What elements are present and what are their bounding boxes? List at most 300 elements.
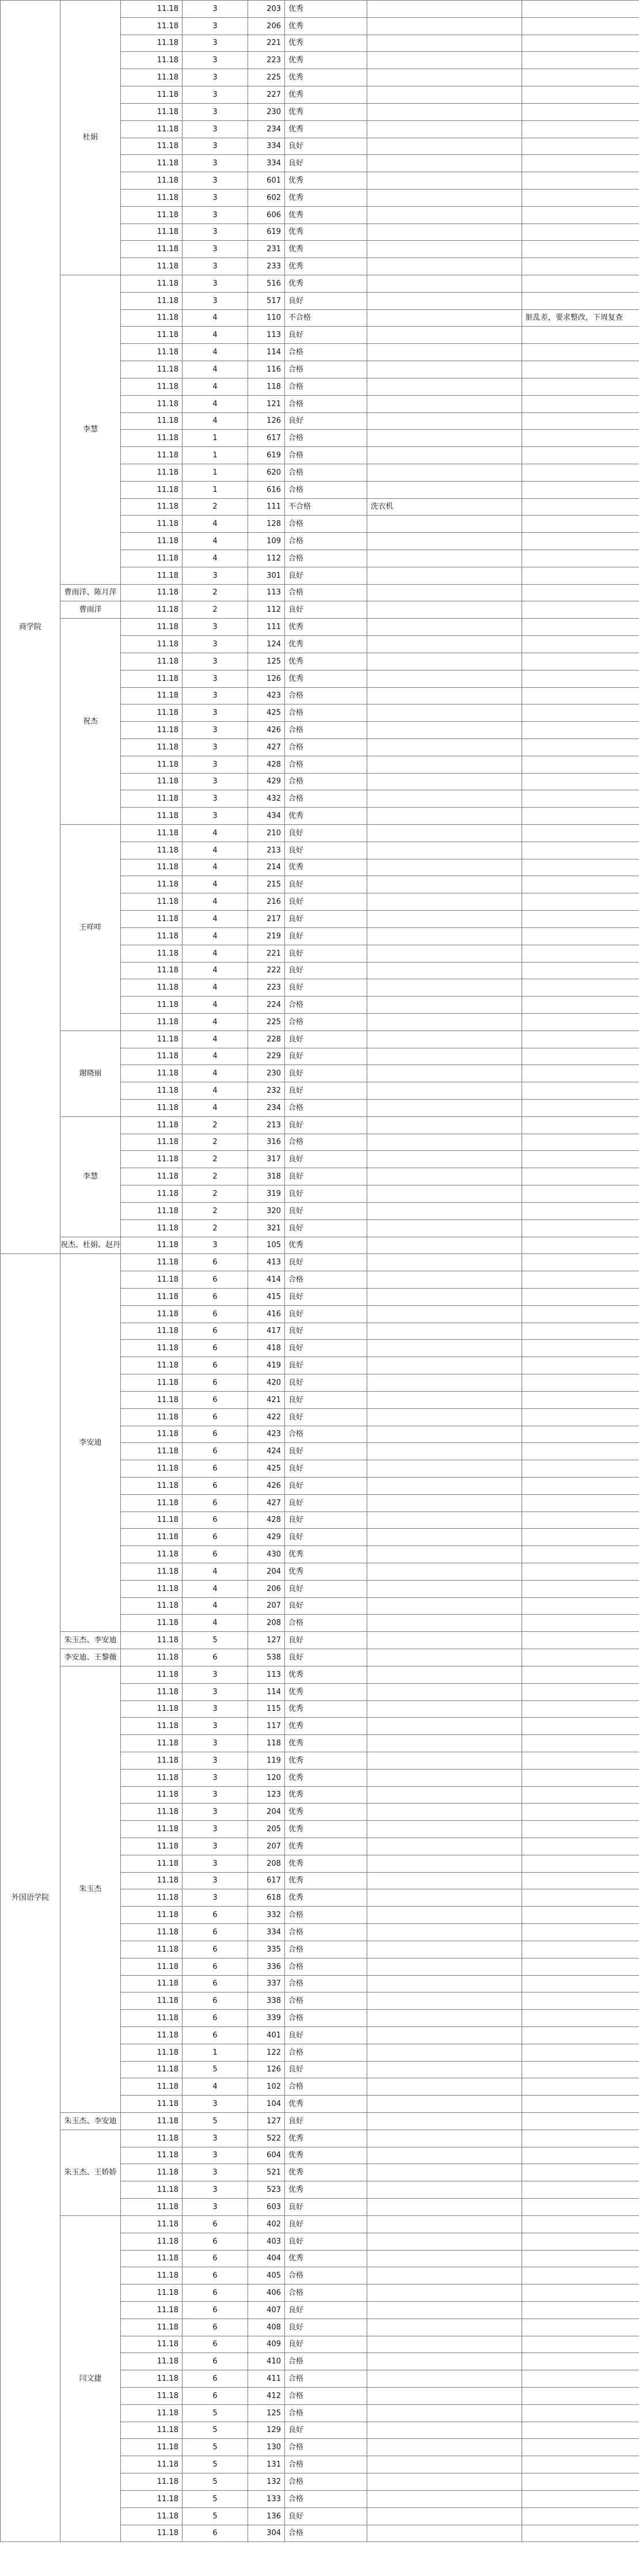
grade-cell: 合格 [284, 2267, 367, 2285]
date-cell: 11.18 [120, 120, 182, 138]
room-cell: 428 [248, 1511, 285, 1529]
grade-cell: 不合格 [284, 498, 367, 516]
date-cell: 11.18 [120, 979, 182, 997]
room-cell: 334 [248, 154, 285, 172]
grade-cell: 良好 [284, 1408, 367, 1426]
date-cell: 11.18 [120, 1528, 182, 1546]
remark-cell [522, 1048, 639, 1065]
room-cell: 425 [248, 704, 285, 722]
building-cell: 3 [182, 120, 248, 138]
room-cell: 104 [248, 2095, 285, 2113]
note-cell [367, 1116, 522, 1134]
remark-cell [522, 2061, 639, 2078]
grade-cell: 合格 [284, 2078, 367, 2096]
room-cell: 304 [248, 2525, 285, 2542]
grade-cell: 优秀 [284, 103, 367, 121]
room-cell: 420 [248, 1374, 285, 1392]
room-cell: 415 [248, 1288, 285, 1306]
grade-cell: 良好 [284, 1511, 367, 1529]
note-cell [367, 86, 522, 104]
building-cell: 3 [182, 2198, 248, 2216]
note-cell [367, 2215, 522, 2233]
building-cell: 3 [182, 738, 248, 756]
date-cell: 11.18 [120, 1185, 182, 1203]
date-cell: 11.18 [120, 1116, 182, 1134]
room-cell: 228 [248, 1031, 285, 1048]
remark-cell [522, 2284, 639, 2302]
grade-cell: 优秀 [284, 618, 367, 636]
room-cell: 410 [248, 2353, 285, 2370]
grade-cell: 良好 [284, 2233, 367, 2251]
note-cell [367, 945, 522, 963]
grade-cell: 良好 [284, 1528, 367, 1546]
grade-cell: 合格 [284, 515, 367, 533]
building-cell: 5 [182, 2112, 248, 2130]
note-cell [367, 2061, 522, 2078]
grade-cell: 良好 [284, 1150, 367, 1168]
inspector-cell: 朱玉杰、李安迪 [60, 1631, 121, 1649]
date-cell: 11.18 [120, 103, 182, 121]
note-cell [367, 1305, 522, 1323]
remark-cell [522, 1305, 639, 1323]
grade-cell: 良好 [284, 824, 367, 842]
inspector-cell: 朱玉杰 [60, 1666, 121, 2113]
remark-cell [522, 1975, 639, 1992]
inspector-cell: 朱玉杰、李安迪 [60, 2112, 121, 2130]
note-cell [367, 790, 522, 808]
college-cell: 商学院 [0, 0, 60, 1254]
remark-cell [522, 1992, 639, 2010]
date-cell: 11.18 [120, 446, 182, 464]
room-cell: 123 [248, 1786, 285, 1804]
grade-cell: 合格 [284, 378, 367, 396]
remark-cell [522, 2422, 639, 2439]
note-cell [367, 962, 522, 979]
inspector-cell: 李慧 [60, 1116, 121, 1237]
grade-cell: 良好 [284, 1168, 367, 1185]
remark-cell [522, 1150, 639, 1168]
note-cell [367, 1597, 522, 1615]
room-cell: 125 [248, 653, 285, 670]
remark-cell [522, 910, 639, 928]
room-cell: 430 [248, 1545, 285, 1563]
grade-cell: 优秀 [284, 257, 367, 275]
building-cell: 6 [182, 1305, 248, 1323]
remark-cell [522, 206, 639, 224]
date-cell: 11.18 [120, 704, 182, 722]
building-cell: 6 [182, 2370, 248, 2388]
grade-cell: 良好 [284, 1288, 367, 1306]
grade-cell: 优秀 [284, 172, 367, 190]
room-cell: 423 [248, 1426, 285, 1443]
note-cell [367, 1975, 522, 1992]
building-cell: 4 [182, 876, 248, 893]
building-cell: 4 [182, 945, 248, 963]
remark-cell [522, 550, 639, 567]
building-cell: 3 [182, 721, 248, 739]
grade-cell: 合格 [284, 1271, 367, 1289]
room-cell: 223 [248, 51, 285, 69]
note-cell [367, 481, 522, 499]
date-cell: 11.18 [120, 2181, 182, 2199]
grade-cell: 合格 [284, 721, 367, 739]
date-cell: 11.18 [120, 927, 182, 945]
note-cell [367, 807, 522, 825]
remark-cell [522, 653, 639, 670]
building-cell: 3 [182, 1786, 248, 1804]
remark-cell [522, 1545, 639, 1563]
remark-cell [522, 670, 639, 688]
building-cell: 4 [182, 343, 248, 361]
note-cell [367, 2198, 522, 2216]
date-cell: 11.18 [120, 326, 182, 344]
grade-cell: 合格 [284, 1013, 367, 1031]
inspector-cell: 谢晓丽 [60, 1031, 121, 1117]
grade-cell: 良好 [284, 1494, 367, 1512]
building-cell: 3 [182, 1820, 248, 1838]
date-cell: 11.18 [120, 223, 182, 241]
note-cell [367, 446, 522, 464]
grade-cell: 合格 [284, 429, 367, 447]
grade-cell: 良好 [284, 326, 367, 344]
building-cell: 3 [182, 17, 248, 35]
remark-cell [522, 103, 639, 121]
note-cell [367, 2112, 522, 2130]
date-cell: 11.18 [120, 2353, 182, 2370]
grade-cell: 良好 [284, 412, 367, 430]
note-cell [367, 1734, 522, 1752]
date-cell: 11.18 [120, 1219, 182, 1237]
date-cell: 11.18 [120, 1614, 182, 1632]
building-cell: 4 [182, 1065, 248, 1082]
remark-cell [522, 945, 639, 963]
note-cell [367, 1150, 522, 1168]
room-cell: 225 [248, 1013, 285, 1031]
grade-cell: 优秀 [284, 69, 367, 86]
building-cell: 4 [182, 962, 248, 979]
date-cell: 11.18 [120, 154, 182, 172]
note-cell [367, 51, 522, 69]
note-cell [367, 1683, 522, 1701]
room-cell: 219 [248, 927, 285, 945]
remark-cell [522, 446, 639, 464]
building-cell: 6 [182, 1357, 248, 1374]
date-cell: 11.18 [120, 2026, 182, 2044]
date-cell: 11.18 [120, 1786, 182, 1804]
note-cell [367, 1528, 522, 1546]
grade-cell: 合格 [284, 2353, 367, 2370]
note-cell [367, 1717, 522, 1735]
remark-cell [522, 1820, 639, 1838]
remark-cell [522, 2490, 639, 2508]
note-cell [367, 2353, 522, 2370]
remark-cell [522, 1202, 639, 1220]
remark-cell [522, 1580, 639, 1598]
room-cell: 119 [248, 1752, 285, 1770]
remark-cell [522, 635, 639, 653]
grade-cell: 优秀 [284, 807, 367, 825]
grade-cell: 合格 [284, 1099, 367, 1117]
date-cell: 11.18 [120, 412, 182, 430]
note-cell [367, 2422, 522, 2439]
building-cell: 4 [182, 910, 248, 928]
date-cell: 11.18 [120, 1357, 182, 1374]
date-cell: 11.18 [120, 2319, 182, 2336]
remark-cell [522, 257, 639, 275]
remark-cell [522, 343, 639, 361]
room-cell: 404 [248, 2250, 285, 2267]
date-cell: 11.18 [120, 2112, 182, 2130]
grade-cell: 不合格 [284, 309, 367, 327]
remark-cell [522, 927, 639, 945]
building-cell: 3 [182, 567, 248, 585]
remark-cell [522, 979, 639, 997]
room-cell: 118 [248, 1734, 285, 1752]
room-cell: 427 [248, 738, 285, 756]
room-cell: 620 [248, 464, 285, 482]
building-cell: 4 [182, 996, 248, 1014]
grade-cell: 合格 [284, 2009, 367, 2027]
room-cell: 111 [248, 498, 285, 516]
room-cell: 225 [248, 69, 285, 86]
note-cell [367, 1202, 522, 1220]
note-cell [367, 1906, 522, 1924]
building-cell: 6 [182, 1408, 248, 1426]
date-cell: 11.18 [120, 2078, 182, 2096]
building-cell: 1 [182, 429, 248, 447]
grade-cell: 良好 [284, 1339, 367, 1357]
building-cell: 6 [182, 2301, 248, 2319]
date-cell: 11.18 [120, 498, 182, 516]
grade-cell: 优秀 [284, 120, 367, 138]
grade-cell: 良好 [284, 2061, 367, 2078]
date-cell: 11.18 [120, 2301, 182, 2319]
room-cell: 208 [248, 1614, 285, 1632]
building-cell: 6 [182, 1323, 248, 1340]
date-cell: 11.18 [120, 1305, 182, 1323]
remark-cell [522, 189, 639, 207]
note-cell [367, 2130, 522, 2147]
room-cell: 131 [248, 2456, 285, 2473]
building-cell: 4 [182, 1013, 248, 1031]
remark-cell [522, 1906, 639, 1924]
note-cell [367, 893, 522, 911]
date-cell: 11.18 [120, 670, 182, 688]
room-cell: 413 [248, 1253, 285, 1271]
note-cell [367, 1185, 522, 1203]
date-cell: 11.18 [120, 515, 182, 533]
grade-cell: 优秀 [284, 86, 367, 104]
building-cell: 6 [182, 1958, 248, 1976]
room-cell: 416 [248, 1305, 285, 1323]
remark-cell [522, 1168, 639, 1185]
room-cell: 214 [248, 859, 285, 876]
date-cell: 11.18 [120, 601, 182, 619]
room-cell: 208 [248, 1855, 285, 1873]
date-cell: 11.18 [120, 2095, 182, 2113]
grade-cell: 优秀 [284, 653, 367, 670]
room-cell: 427 [248, 1494, 285, 1512]
grade-cell: 优秀 [284, 1237, 367, 1254]
room-cell: 429 [248, 1528, 285, 1546]
note-cell [367, 2319, 522, 2336]
room-cell: 204 [248, 1563, 285, 1581]
room-cell: 213 [248, 842, 285, 859]
remark-cell [522, 738, 639, 756]
inspector-cell: 闫文捷 [60, 2215, 121, 2542]
inspector-cell: 曹雨洋 [60, 601, 121, 619]
room-cell: 426 [248, 1477, 285, 1495]
remark-cell [522, 361, 639, 378]
note-cell [367, 1253, 522, 1271]
room-cell: 130 [248, 2438, 285, 2456]
room-cell: 423 [248, 687, 285, 704]
room-cell: 318 [248, 1168, 285, 1185]
room-cell: 426 [248, 721, 285, 739]
remark-cell [522, 1717, 639, 1735]
note-cell [367, 1477, 522, 1495]
date-cell: 11.18 [120, 2456, 182, 2473]
date-cell: 11.18 [120, 2233, 182, 2251]
note-cell [367, 1357, 522, 1374]
note-cell [367, 1889, 522, 1907]
building-cell: 6 [182, 1545, 248, 1563]
note-cell [367, 138, 522, 155]
date-cell: 11.18 [120, 1168, 182, 1185]
room-cell: 221 [248, 945, 285, 963]
remark-cell [522, 2233, 639, 2251]
remark-cell [522, 1323, 639, 1340]
remark-cell [522, 601, 639, 619]
building-cell: 3 [182, 1803, 248, 1821]
date-cell: 11.18 [120, 378, 182, 396]
date-cell: 11.18 [120, 550, 182, 567]
room-cell: 412 [248, 2387, 285, 2405]
date-cell: 11.18 [120, 1099, 182, 1117]
remark-cell [522, 824, 639, 842]
note-cell [367, 1563, 522, 1581]
note-cell [367, 1494, 522, 1512]
building-cell: 6 [182, 1426, 248, 1443]
remark-cell [522, 429, 639, 447]
note-cell [367, 2456, 522, 2473]
date-cell: 11.18 [120, 2422, 182, 2439]
grade-cell: 合格 [284, 756, 367, 774]
note-cell [367, 1769, 522, 1787]
note-cell [367, 2284, 522, 2302]
note-cell [367, 2438, 522, 2456]
building-cell: 3 [182, 1855, 248, 1873]
note-cell [367, 1426, 522, 1443]
note-cell [367, 2387, 522, 2405]
room-cell: 206 [248, 1580, 285, 1598]
date-cell: 11.18 [120, 567, 182, 585]
building-cell: 6 [182, 1374, 248, 1392]
building-cell: 1 [182, 446, 248, 464]
building-cell: 6 [182, 1253, 248, 1271]
grade-cell: 合格 [284, 1906, 367, 1924]
grade-cell: 优秀 [284, 189, 367, 207]
room-cell: 116 [248, 361, 285, 378]
remark-cell [522, 464, 639, 482]
room-cell: 127 [248, 2112, 285, 2130]
note-cell [367, 2404, 522, 2422]
remark-cell [522, 2473, 639, 2491]
note-cell [367, 1941, 522, 1958]
remark-cell [522, 1769, 639, 1787]
note-cell: 洗衣机 [367, 498, 522, 516]
date-cell: 11.18 [120, 1958, 182, 1976]
date-cell: 11.18 [120, 1734, 182, 1752]
date-cell: 11.18 [120, 1391, 182, 1409]
remark-cell [522, 1855, 639, 1873]
remark-cell [522, 2215, 639, 2233]
date-cell: 11.18 [120, 69, 182, 86]
remark-cell [522, 2164, 639, 2181]
date-cell: 11.18 [120, 240, 182, 258]
grade-cell: 良好 [284, 154, 367, 172]
grade-cell: 合格 [284, 1941, 367, 1958]
grade-cell: 合格 [284, 2387, 367, 2405]
building-cell: 5 [182, 2404, 248, 2422]
note-cell [367, 1545, 522, 1563]
room-cell: 523 [248, 2181, 285, 2199]
note-cell [367, 2490, 522, 2508]
remark-cell [522, 1734, 639, 1752]
grade-cell: 良好 [284, 910, 367, 928]
room-cell: 223 [248, 979, 285, 997]
remark-cell [522, 1219, 639, 1237]
grade-cell: 良好 [284, 1597, 367, 1615]
grade-cell: 良好 [284, 1631, 367, 1649]
remark-cell [522, 2009, 639, 2027]
remark-cell [522, 35, 639, 52]
date-cell: 11.18 [120, 464, 182, 482]
building-cell: 2 [182, 498, 248, 516]
date-cell: 11.18 [120, 996, 182, 1014]
note-cell [367, 842, 522, 859]
date-cell: 11.18 [120, 1477, 182, 1495]
date-cell: 11.18 [120, 2130, 182, 2147]
building-cell: 6 [182, 2336, 248, 2353]
grade-cell: 优秀 [284, 275, 367, 293]
grade-cell: 良好 [284, 1323, 367, 1340]
remark-cell [522, 1339, 639, 1357]
room-cell: 230 [248, 1065, 285, 1082]
room-cell: 617 [248, 429, 285, 447]
remark-cell [522, 481, 639, 499]
date-cell: 11.18 [120, 0, 182, 18]
remark-cell [522, 1031, 639, 1048]
date-cell: 11.18 [120, 1150, 182, 1168]
remark-cell [522, 1013, 639, 1031]
building-cell: 3 [182, 756, 248, 774]
date-cell: 11.18 [120, 824, 182, 842]
grade-cell: 良好 [284, 1048, 367, 1065]
note-cell [367, 1803, 522, 1821]
grade-cell: 合格 [284, 2404, 367, 2422]
room-cell: 217 [248, 910, 285, 928]
date-cell: 11.18 [120, 309, 182, 327]
grade-cell: 优秀 [284, 1700, 367, 1718]
room-cell: 414 [248, 1271, 285, 1289]
grade-cell: 优秀 [284, 2164, 367, 2181]
building-cell: 3 [182, 0, 248, 18]
date-cell: 11.18 [120, 1838, 182, 1855]
note-cell [367, 2473, 522, 2491]
room-cell: 234 [248, 120, 285, 138]
remark-cell [522, 326, 639, 344]
